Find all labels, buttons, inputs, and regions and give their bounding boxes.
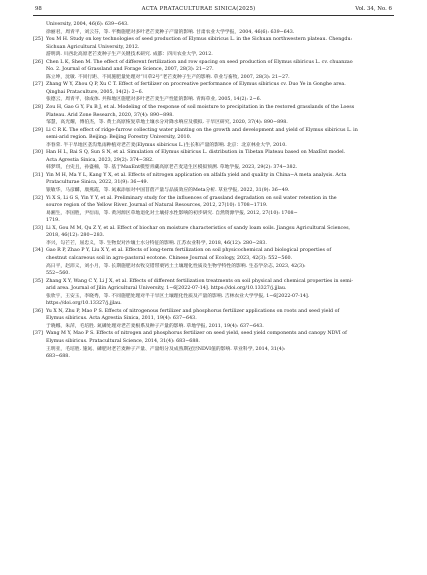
reference-line: Zou H, Gao G Y, Fu B J, et al. Modeling of the response of soil moisture to precipitation in the restored grasslands of the Loess bbox=[46, 105, 355, 111]
reference-line: 韩梦琪，白史且，孙盛楠，等. 基于MaxEnt模型青藏高原老芒麦适生区模拟预测. 草地学报, 2023, 29(2): 374−382. bbox=[46, 165, 298, 171]
reference-line: 2018, 46(12): 280−283. bbox=[46, 233, 105, 239]
reference-line: Gao R P, Zhao P Y, Liu X Y, et al. Effects of long-term fertilization on soil physicochemical and biological properties of bbox=[46, 248, 332, 254]
reference-text bbox=[46, 278, 394, 308]
reference-entry bbox=[33, 308, 394, 331]
reference-number: [27] bbox=[33, 82, 43, 88]
reference-line: 游明鸿. 川西北高原老芒麦种子生产关键技术研究. 成都：四川农业大学, 2012. bbox=[46, 52, 213, 58]
reference-entry bbox=[33, 149, 394, 172]
reference-line: Prataculturae Sinica, 2022, 31(9): 36−49. bbox=[46, 180, 149, 186]
reference-number: [35] bbox=[33, 278, 43, 284]
reference-line: Zhang X Y, Wang C Y, Li J X, et al. Effects of different fertilization treatments on soil physical and chemical properties in semi- bbox=[46, 278, 353, 284]
reference-line: Plateau. Arid Zone Research, 2020, 37(4): 890−898. bbox=[46, 112, 174, 118]
reference-number: [31] bbox=[33, 172, 43, 178]
reference-text bbox=[46, 225, 394, 248]
reference-line: 张欣宇，王安玉，李晓秀，等. 不同施肥处理对半干旱区土壤理化性质及产量的影响. 吉林农业大学学报, 1−6[2022-07-14]. bbox=[46, 293, 310, 299]
reference-line: 邹慧，高光耀，傅伯杰，等. 黄土高原恢复草地土壤水分对降水响应及模拟. 干旱区研究, 2020, 37(4): 890−898. bbox=[46, 120, 288, 126]
reference-number: [34] bbox=[33, 248, 43, 254]
reference-number: [29] bbox=[33, 127, 43, 133]
reference-line: 李兴，勾芒芒，屈忠义，等. 生物炭对沙壤土水分特征的影响. 江苏农业科学, 2018, 46(12): 280−283. bbox=[46, 240, 267, 246]
journal-title: ACTA PRATACULTURAE SINICA(2025) bbox=[141, 6, 256, 12]
reference-line: 银敏华，马彦麟，康燕霞，等. 氮素添加对中国苜蓿产量与品质效应的Meta分析. 草业学报, 2022, 31(9): 36−49. bbox=[46, 188, 290, 194]
reference-list bbox=[33, 21, 394, 361]
reference-entry bbox=[33, 195, 394, 225]
reference-text bbox=[46, 330, 394, 360]
reference-line: Chen L K, Shen M. The effect of different fertilization and row spacing on seed production of Elymus sibiricus L. cv. chuanzao bbox=[46, 59, 353, 65]
reference-line: Elymus sibiricus. Pratacultural Science, 2014, 31(4): 683−688. bbox=[46, 338, 200, 344]
reference-line: source region of the Yellow River. Journal of Natural Resources, 2012, 27(10): 1708−1719. bbox=[46, 203, 268, 209]
reference-line: Acta Agrestia Sinica, 2023, 29(2): 374−382. bbox=[46, 157, 154, 163]
reference-text bbox=[46, 247, 394, 277]
reference-line: 高日平，赵沛义，刘小月，等. 长期施肥对农牧交错带栗钙土土壤理化性质及生物学特性的影响. 生态学杂志, 2023, 42(3): bbox=[46, 263, 306, 269]
reference-text bbox=[46, 21, 394, 36]
reference-number: [32] bbox=[33, 195, 43, 201]
reference-number: [25] bbox=[33, 37, 43, 43]
reference-entry bbox=[33, 330, 394, 360]
reference-entry bbox=[33, 225, 394, 248]
reference-text bbox=[46, 127, 394, 150]
reference-entry bbox=[33, 278, 394, 308]
reference-line: 于晓娜，朱萍，毛培胜. 氮磷处理对老芒麦根系及种子产量的影响. 草地学报, 2011, 19(4): 637−643. bbox=[46, 323, 264, 329]
reference-line: Yu X N, Zhu P, Mao P S. Effects of nitrogenous fertilizer and phosphorus fertilizer applications on roots and seed yield of bbox=[46, 308, 340, 314]
reference-text bbox=[46, 149, 394, 172]
reference-line: 李春荣. 半干旱地区垄沟集雨种植对老芒麦(Elymus sibiricus L.)生长和产量的影响. 北京：北京林业大学, 2010. bbox=[46, 142, 287, 148]
reference-number: [30] bbox=[33, 150, 43, 156]
running-header bbox=[33, 6, 394, 16]
reference-line: 徐丽君，周青平，刘云芬，等. 平衡施肥对多叶老芒麦种子产量的影响. 甘肃农业大学学报，2004, 46(6): 639−643. bbox=[46, 29, 295, 35]
reference-line: Qinghai Prataculture, 2005, 14(2): 2−6. bbox=[46, 89, 144, 95]
reference-entry bbox=[33, 172, 394, 195]
reference-line: Sichuan Agricultural University, 2012. bbox=[46, 44, 140, 50]
reference-text bbox=[46, 81, 394, 104]
reference-line: https://doi.org/10.13327/j.jjlau. bbox=[46, 301, 122, 307]
reference-text bbox=[46, 308, 394, 331]
reference-line: Han H L, Bai S Q, Sun S N, et al. Simulation of Elymus sibiricus L. distribution in Tibetan Plateau based on MaxEnt model. bbox=[46, 150, 346, 156]
reference-line: Wang M Y, Mao P S. Effects of nitrogen and phosphorus fertilizer on seed yield, seed yield components and canopy NDVI of bbox=[46, 331, 347, 337]
reference-entry bbox=[33, 59, 394, 82]
reference-number: [37] bbox=[33, 331, 43, 337]
reference-number: [26] bbox=[33, 59, 43, 65]
reference-line: arid area. Journal of Jilin Agricultural University, 1−6[2022-07-14]. https://doi.org/10.13327/j.jjlau. bbox=[46, 286, 287, 292]
reference-text bbox=[46, 104, 394, 127]
reference-number: [33] bbox=[33, 225, 43, 231]
reference-line: 683−688. bbox=[46, 354, 70, 360]
reference-line: Yi X S, Li G S, Yin Y Y, et al. Preliminary study for the influences of grassland degradation on soil water retention in the bbox=[46, 195, 337, 201]
reference-entry bbox=[33, 247, 394, 277]
reference-line: 易湘生，李国胜，尹衍雨，等. 黄河源区草地退化对土壤持水性影响的初步研究. 自然资源学报, 2012, 27(10): 1708− bbox=[46, 210, 298, 216]
reference-line: 陈立坤，沈敏. 不同行距、不同施肥量处理对“川草2号”老芒麦种子生产的影响. 草业与畜牧, 2007, 28(3): 21−27. bbox=[46, 74, 290, 80]
page-number: 98 bbox=[35, 6, 42, 12]
reference-line: 张德云，周青平，徐成体. 共和地区施肥对多叶老芒麦生产性能的影响. 青海草业, 2005, 14(2): 2−6. bbox=[46, 97, 262, 103]
reference-text bbox=[46, 172, 394, 195]
reference-line: Li C R K. The effect of ridge-furrow collecting water planting on the growth and development and yield of Elymus sibiricus L. in bbox=[46, 127, 358, 133]
reference-line: Yin M H, Ma Y L, Kang Y X, et al. Effects of nitrogen application on alfalfa yield and quality in China−A meta analysis. Acta bbox=[46, 172, 347, 178]
reference-line: No. 2. Journal of Grassland and Forage Science, 2007, 28(3): 21−27. bbox=[46, 67, 214, 73]
reference-text bbox=[46, 195, 394, 225]
reference-line: 552−560. bbox=[46, 271, 70, 277]
reference-text bbox=[46, 59, 394, 82]
reference-entry bbox=[33, 127, 394, 150]
reference-line: Zhang W Y, Zhou Q P, Xu C T. Effect of fertilizer on procreative performance of Elymus sibiricus cv. Duo Ye in Gonghe area. bbox=[46, 82, 346, 88]
reference-entry bbox=[33, 21, 394, 36]
reference-entry bbox=[33, 81, 394, 104]
reference-line: chestnut calcareous soil in agro-pastoral ecotone. Chinese Journal of Ecology, 2023, 42(3): 552−560. bbox=[46, 255, 293, 261]
reference-entry bbox=[33, 36, 394, 59]
reference-number: [28] bbox=[33, 105, 43, 111]
reference-line: You M H. Study on key technologies of seed production of Elymus sibiricus L. in the Sichuan northwestern plateau. Chengdu: bbox=[46, 37, 353, 43]
reference-line: semi-arid region. Beijing: Beijing Forestry University, 2010. bbox=[46, 135, 192, 141]
reference-entry bbox=[33, 104, 394, 127]
volume-info: Vol. 34, No. 6 bbox=[355, 6, 392, 12]
reference-text bbox=[46, 36, 394, 59]
reference-line: Elymus sibiricus. Acta Agrestia Sinica, 2011, 19(4): 637−643. bbox=[46, 316, 197, 322]
reference-line: University, 2004, 46(6): 639−643. bbox=[46, 22, 129, 27]
reference-line: 王明亚，毛培胜. 施氮、磷肥对老芒麦种子产量、产量组分及成熟期冠层NDVI值的影响. 草业科学, 2014, 31(4): bbox=[46, 346, 286, 352]
reference-line: Li X, Gou M M, Qu Z Y, et al. Effect of biochar on moisture characteristics of sandy loam soils. Jiangsu Agricultural Sciences, bbox=[46, 225, 351, 231]
reference-line: 1719. bbox=[46, 218, 60, 224]
reference-number: [36] bbox=[33, 308, 43, 314]
